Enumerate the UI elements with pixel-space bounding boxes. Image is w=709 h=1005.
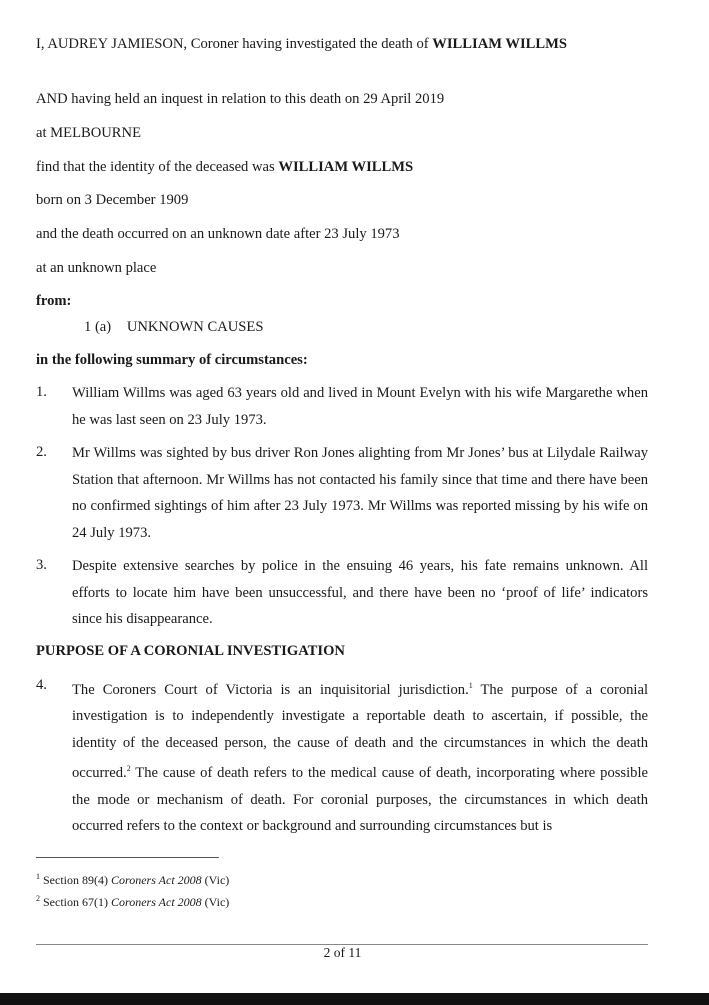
paragraph-number: 2. [36, 444, 47, 460]
footnote-2 [36, 894, 229, 910]
paragraph-number: 3. [36, 557, 47, 573]
born-line: born on 3 December 1909 [36, 192, 189, 208]
footnote-suffix: (Vic) [204, 873, 230, 887]
footnote-prefix: Section 67(1) [43, 895, 108, 909]
footnote-ref[interactable]: 1 [468, 681, 473, 690]
identity-line [36, 159, 413, 176]
death-line: and the death occurred on an unknown date after 23 July 1973 [36, 226, 400, 242]
summary-heading: in the following summary of circumstances: [36, 352, 308, 368]
paragraph-text-part: The Coroners Court of Victoria is an inquisitorial jurisdiction. [72, 681, 469, 698]
intro-prefix: I, AUDREY JAMIESON, Coroner having investigated the death of [36, 36, 429, 52]
paragraph-number: 4. [36, 677, 47, 693]
paragraph-4 [36, 673, 648, 840]
footnote-mark: 1 [36, 872, 40, 881]
identity-name: WILLIAM WILLMS [278, 159, 414, 175]
paragraph-text: William Willms was aged 63 years old and lived in Mount Evelyn with his wife Margarethe when he was last seen on 23 July 1973. [72, 385, 648, 428]
footnote-suffix: (Vic) [204, 895, 230, 909]
footnote-1 [36, 872, 229, 888]
place-line: at MELBOURNE [36, 125, 141, 141]
cause-text: UNKNOWN CAUSES [126, 319, 264, 335]
identity-prefix: find that the identity of the deceased was [36, 159, 275, 175]
section-heading: PURPOSE OF A CORONIAL INVESTIGATION [36, 643, 345, 659]
cause-line [84, 319, 263, 336]
footnote-act: Coroners Act 2008 [111, 895, 202, 909]
paragraph-3 [36, 553, 648, 633]
footnote-act: Coroners Act 2008 [111, 873, 202, 887]
footnote-mark: 2 [36, 894, 40, 903]
scan-edge-bar [0, 993, 709, 1005]
paragraph-1 [36, 380, 648, 433]
paragraph-text-part: The cause of death refers to the medical cause of death, incorporating where possible the mode or mechanism of death. For coronial purposes, the circumstances in which death occurred refers to the context or background and surrounding circumstances but is [72, 765, 648, 835]
footnote-divider [36, 857, 219, 858]
inquest-line: AND having held an inquest in relation to this death on 29 April 2019 [36, 91, 445, 107]
footnote-prefix: Section 89(4) [43, 873, 108, 887]
paragraph-number: 1. [36, 384, 47, 400]
death-place-line: at an unknown place [36, 260, 157, 276]
intro-line [36, 36, 567, 53]
paragraph-text-part: The purpose of a coronial investigation is to independently investigate a reportable death to ascertain, if possible, the identity of the deceased person, the cause of death and the circumstances in which the death occurred. [72, 681, 648, 782]
paragraph-text: Despite extensive searches by police in the ensuing 46 years, his fate remains unknown. All efforts to locate him have been unsuccessful, and there have been no ‘proof of life’ indicators since his disappearance. [72, 558, 648, 627]
cause-number: 1 (a) [84, 319, 112, 335]
deceased-name: WILLIAM WILLMS [432, 36, 568, 52]
page-number: 2 of 11 [323, 945, 362, 960]
from-label: from: [36, 293, 72, 309]
paragraph-2 [36, 440, 648, 546]
paragraph-text [72, 673, 648, 840]
paragraph-text: Mr Willms was sighted by bus driver Ron Jones alighting from Mr Jones’ bus at Lilydale Railway Station that afternoon. Mr Willms has not contacted his family since that time and there have been no confirmed sightings of him after 23 July 1973. Mr Willms was reported missing by his wife on 24 July 1973. [72, 445, 648, 541]
footnote-ref[interactable]: 2 [126, 764, 131, 774]
